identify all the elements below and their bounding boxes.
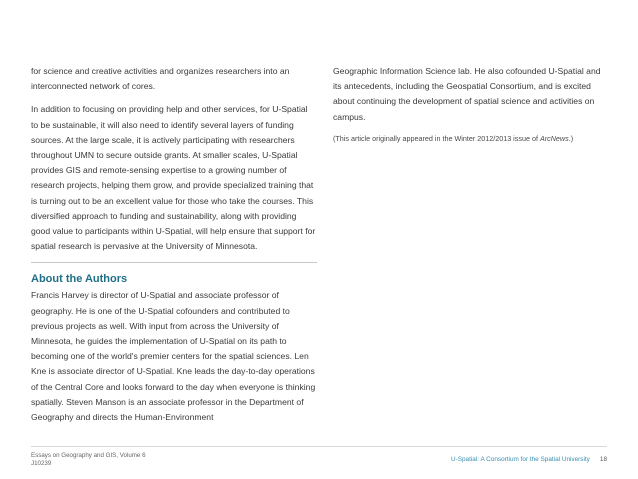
page-number: 18 [599,456,607,463]
section-divider [31,262,317,263]
note-prefix: (This article originally appeared in the Winter 2012/2013 issue of [333,133,540,143]
footer-running-title: U-Spatial: A Consortium for the Spatial University [451,456,590,463]
left-column [31,64,317,433]
note-publication: ArcNews [539,133,569,143]
footer-book-title: Essays on Geography and GIS, Volume 6 [31,452,146,459]
body-paragraph: Geographic Information Science lab. He also cofounded U-Spatial and its antecedents, including the Geospatial Consortium, and is excited about continuing the development of spatial science and activities on campus. [333,66,601,122]
section-heading: About the Authors [31,273,128,286]
footer-rule [31,446,607,447]
footer-code: J10239 [31,460,52,467]
footer-book-info [31,452,146,468]
publication-note [333,133,605,145]
body-paragraph: for science and creative activities and organizes researchers into an interconnected network of cores. [31,66,290,92]
footer-running-head [451,456,607,464]
right-column [333,64,605,153]
body-paragraph: In addition to focusing on providing help and other services, for U-Spatial to be sustainable, it will also need to identify several layers of funding sources. At the large scale, it is actively participating with researchers throughout UMN to secure outside grants. At smaller scales, U-Spatial provides GIS and remote-sensing expertise to a growing number of research projects, helping them grow, and provide specialized training that is turning out to be an excellent value for those who take the courses. This diversified approach to funding and sustainability, along with providing good value to participants within U-Spatial, will help ensure that support for spatial research is pervasive at the University of Minnesota. [31,104,316,252]
authors-paragraph: Francis Harvey is director of U-Spatial and associate professor of geography. He is one of the U-Spatial cofounders and contributed to previous projects as well. With input from across the University of Minnesota, he guides the implementation of U-Spatial on its path to becoming one of the world's premier centers for the spatial sciences. Len Kne is associate director of U-Spatial. Kne leads the day-to-day operations of the Central Core and looks forward to the day when everyone is thinking spatially. Steven Manson is an associate professor in the Department of Geography and directs the Human-Environment [31,290,316,423]
note-suffix: .) [568,133,574,143]
